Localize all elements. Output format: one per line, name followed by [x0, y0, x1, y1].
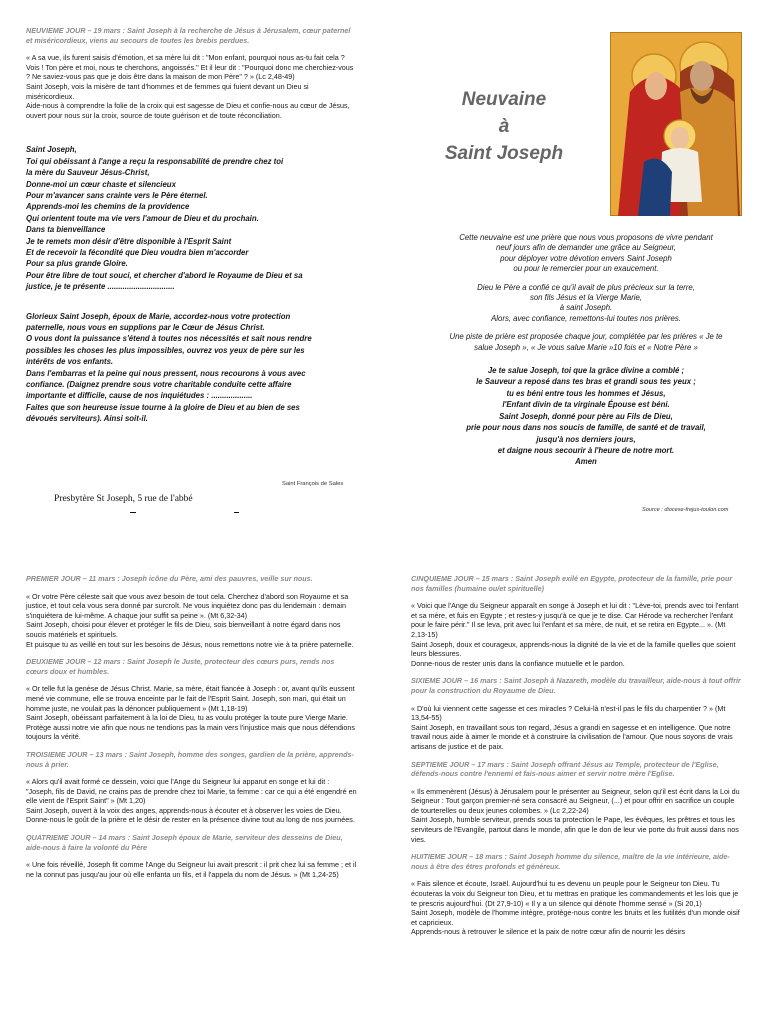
day4-header: QUATRIEME JOUR – 14 mars : Saint Joseph époux de Marie, serviteur des desseins de Dieu, aide-nous à faire la volonté du Père	[26, 833, 343, 852]
hail-joseph-prayer	[418, 365, 754, 468]
prayer-line: Pour être libre de tout souci, et chercher d'abord le Royaume de Dieu et sa	[26, 270, 303, 280]
bottom-right-column	[411, 574, 743, 937]
prayer-glorieux	[26, 311, 358, 425]
prayer-line: Qui orientent toute ma vie vers l'amour de Dieu et du prochain.	[26, 213, 259, 223]
underline-mark	[234, 512, 239, 513]
day6-paragraph: Saint Joseph, en travaillant sous ton regard, Jésus a grandi en sagesse et en intelligence. Que notre travail nous aide à aimer le monde et à construire la civilisation de l'amour. Que nous soyons de vrais artisans de justice et de paix.	[411, 722, 733, 751]
intro-line: neuf jours afin de demander une grâce au Seigneur,	[496, 243, 676, 253]
prayer-line: Dans ta bienveillance	[26, 225, 106, 235]
day3-paragraph: Saint Joseph, ouvert à la voix des anges, apprends-nous à écouter et à observer les voies de Dieu.	[26, 805, 342, 815]
underline-mark	[130, 512, 136, 513]
day6-header: SIXIEME JOUR – 16 mars : Saint Joseph à Nazareth, modèle du travailleur, aide-nous à tout offrir pour la construction du Royaume de Dieu.	[411, 676, 741, 695]
title-line: Saint Joseph	[444, 143, 564, 164]
day5-header: CINQUIEME JOUR – 15 mars : Saint Joseph exilé en Egypte, protecteur de la famille, prie pour nos familles (humaine ou/et spirituelle)	[411, 574, 733, 593]
day1-paragraph: « Or votre Père céleste sait que vous avez besoin de tout cela. Cherchez d'abord son Royaume et sa justice, et tout cela vous sera donné par surcroît. Ne vous inquiétez donc pas du lendemain : demain s'inquiétera de lui-même. A chaque jour suffit sa peine ». (Mt 6,32-34)	[26, 591, 349, 620]
bottom-left-column	[26, 574, 358, 879]
intro-line: Cette neuvaine est une prière que nous vous proposons de vivre pendant	[459, 233, 713, 242]
day1-paragraph: Saint Joseph, choisi pour élever et protéger le fils de Dieu, sois bienveillant à notre égard dans nos soucis matériels et spirituels.	[26, 620, 341, 639]
prayer-line: Je te remets mon désir d'être disponible à l'Esprit Saint	[26, 236, 232, 246]
day5-paragraph: Donne-nous de rester unis dans la confiance mutuelle et le pardon.	[411, 658, 625, 668]
intro-line: ou pour le remercier pour un exaucement.	[513, 264, 659, 274]
prayer-line: Pour m'avancer sans crainte vers le Père éternel.	[26, 190, 208, 200]
prayer-line: la mère du Sauveur Jésus-Christ,	[26, 168, 150, 178]
day3-header: TROISIEME JOUR – 13 mars : Saint Joseph, homme des songes, gardien de la prière, apprends-nous à prier.	[26, 749, 354, 769]
prayer-line: l'Enfant divin de ta virginale Épouse est béni.	[502, 400, 670, 410]
intro-line: son fils Jésus et la Vierge Marie,	[529, 293, 643, 303]
prayer-line: dévoués serviteurs). Ainsi soit-il.	[26, 414, 148, 424]
day7-paragraph: « Ils emmenèrent (Jésus) à Jérusalem pour le présenter au Seigneur, selon qu'il est écrit dans la Loi du Seigneur : Tout garçon premier-né sera consacré au Seigneur, (...) et pour offrir en sacrifice un couple de tourterelles ou deux jeunes colombes. » (Lc 2,22-24)	[411, 786, 740, 815]
day2-paragraph: « Or telle fut la genèse de Jésus Christ. Marie, sa mère, était fiancée à Joseph : or, avant qu'ils eussent mené vie commune, elle se trouva enceinte par le fait de l'Esprit Saint. Joseph, son mari, qui était un homme juste, ne voulait pas la dénoncer publiquement » (Mt 1,18-19)	[26, 684, 355, 713]
title-line: Neuvaine	[461, 89, 547, 110]
source-credit: Source : diocese-frejus-toulon.com	[642, 507, 729, 513]
day2-header: DEUXIEME JOUR – 12 mars : Saint Joseph le Juste, protecteur des cœurs purs, rends nos cœurs doux et humbles.	[26, 657, 335, 676]
prayer-line: prie pour nous dans nos soucis de famille, de santé et de travail,	[466, 423, 706, 433]
day9-paragraph: Saint Joseph, vois la misère de tant d'hommes et de femmes qui fuient devant un Dieu si miséricordieux.	[26, 81, 309, 101]
day9-text	[26, 53, 358, 120]
bottom-page	[0, 528, 768, 1024]
prayer-line: confiance. (Daignez prendre sous votre charitable conduite cette affaire	[26, 380, 292, 390]
intro2-paragraph	[418, 283, 754, 325]
day3-paragraph: « Alors qu'il avait formé ce dessein, voici que l'Ange du Seigneur lui apparut en songe et lui dit : "Joseph, fils de David, ne crains pas de prendre chez toi Marie, ta femme : car ce qui a été engendré en elle vient de l'Esprit Saint" » (Mt 1,20)	[26, 777, 357, 806]
intro-line: pour déployer votre dévotion envers Saint Joseph	[500, 253, 672, 263]
intro3-paragraph	[418, 332, 754, 353]
top-right-column	[418, 233, 754, 468]
intro-line: à saint Joseph.	[559, 303, 613, 313]
day2-paragraph: Protège aussi notre vie afin que nous ne tendions pas la main vers l'injustice mais que nous défendions toujours la vérité.	[26, 722, 356, 742]
intro-line: Une piste de prière est proposée chaque jour, complétée par les prières « Je te	[449, 332, 723, 342]
prayer-line: jusqu'à nos derniers jours,	[536, 434, 636, 444]
day9-paragraph: « A sa vue, ils furent saisis d'émotion, et sa mère lui dit : "Mon enfant, pourquoi nous as-tu fait cela ? Vois ! Ton père et moi, nous te cherchons, angoissés." Et il leur dit : "Pourquoi donc me cherchiez-vous ? Ne saviez-vous pas que je dois être dans la maison de mon Père" ? » (Lc 2,48-49)	[26, 53, 354, 82]
intro-line: Alors, avec confiance, remettons-lui toutes nos prières.	[491, 313, 681, 323]
prayer-line: Dans l'embarras et la peine qui nous pressent, nous recourons à vous avec	[26, 368, 306, 378]
prayer-line: le Sauveur a reposé dans tes bras et grandi sous tes yeux ;	[476, 377, 696, 387]
holy-family-icon	[610, 32, 742, 216]
prayer-line: Saint Joseph, donné pour père au Fils de Dieu,	[499, 411, 673, 421]
prayer-line: tu es béni entre tous les hommes et Jésus,	[506, 388, 666, 398]
day5-paragraph: Saint Joseph, doux et courageux, apprends-nous la dignité de la vie et de la famille quelles que soient leurs blessures.	[411, 639, 736, 659]
day9-header: NEUVIEME JOUR – 19 mars : Saint Joseph à la recherche de Jésus à Jérusalem, cœur paternel et miséricordieux, viens au secours de toutes les brebis perdues.	[26, 26, 351, 45]
prayer-line: paternelle, nous vous en supplions par le Cœur de Jésus Christ.	[26, 323, 265, 333]
prayer-line: Et de recevoir la fécondité que Dieu voudra bien m'accorder	[26, 248, 249, 257]
presbytere-address: Presbytère St Joseph, 5 rue de l'abbé	[54, 494, 193, 504]
prayer-line: Toi qui obéissant à l'ange a reçu la responsabilité de prendre chez toi	[26, 156, 284, 166]
day8-paragraph: « Fais silence et écoute, Israël. Aujourd'hui tu es devenu un peuple pour le Seigneur ton Dieu. Tu écouteras la voix du Seigneur ton Dieu, et tu mettras en pratique les commandements et les lois que je te prescris aujourd'hui. (Dt 27,9-10) « Il y a un silence qui dénote l'homme sensé » (Si 20,1)	[411, 879, 739, 908]
intro-line: Dieu le Père a confié ce qu'il avait de plus précieux sur la terre,	[477, 282, 695, 292]
day1-paragraph: Et puisque tu as veillé en tout sur les besoins de Jésus, nous remettons notre vie à ta prière paternelle.	[26, 639, 354, 649]
intro-line: salue Joseph », « Je vous salue Marie »10 fois et « Notre Père »	[474, 342, 698, 352]
prayer-line: et daigne nous secourir à l'heure de notre mort.	[497, 445, 675, 455]
day8-header: HUITIEME JOUR – 18 mars : Saint Joseph homme du silence, maître de la vie intérieure, aide-nous à être des êtres profonds et généreux.	[411, 852, 730, 871]
prayer-line: importante et difficile, cause de nos inquiétudes : ...................	[26, 391, 253, 401]
prayer-line: Faites que son heureuse issue tourne à la gloire de Dieu et au bien de ses	[26, 402, 300, 412]
prayer-line: Je te salue Joseph, toi que la grâce divine a comblé ;	[487, 366, 685, 376]
top-left-column	[26, 26, 358, 425]
prayer-line: Saint Joseph,	[26, 145, 77, 155]
prayer-line: Apprends-moi les chemins de la providence	[26, 202, 190, 212]
day2-paragraph: Saint Joseph, obéissant parfaitement à la loi de Dieu, tu as voulu protéger la toute pure Vierge Marie.	[26, 713, 348, 723]
intro-paragraph	[418, 233, 754, 275]
day7-header: SEPTIEME JOUR – 17 mars : Saint Joseph offrant Jésus au Temple, protecteur de l'Eglise, défends-nous contre l'ennemi et fais-nous aimer et servir notre mère l'Eglise.	[411, 759, 719, 779]
prayer-line: intérêts de vos enfants.	[26, 357, 114, 367]
prayer-line: possibles les choses les plus impossibles, ouvrez vos yeux de père sur les	[26, 345, 305, 355]
day5-paragraph: « Voici que l'Ange du Seigneur apparaît en songe à Joseph et lui dit : "Lève-toi, prends avec toi l'enfant et sa mère, et fuis en Egypte ; et restes-y jusqu'à ce que je te dise. Car Hérode va rechercher l'enfant pour le faire périr." Il se leva, prit avec lui l'enfant et sa mère, de nuit, et se retira en Egypte... ». (Mt 2,13-15)	[411, 601, 739, 639]
prayer-line: Glorieux Saint Joseph, époux de Marie, accordez-nous votre protection	[26, 311, 291, 321]
title-line: à	[498, 116, 510, 137]
prayer-line: O vous dont la puissance s'étend à toutes nos nécessités et sait nous rendre	[26, 334, 312, 344]
day3-paragraph: Donne-nous le goût de la prière et le désir de rester en la présence divine tout au long de nos journées.	[26, 815, 355, 825]
prayer-line: Amen	[575, 457, 597, 467]
day8-paragraph: Saint Joseph, modèle de l'homme intègre, protège-nous contre les bruits et les futilités d'un monde oisif et capricieux.	[411, 908, 740, 927]
day7-paragraph: Saint Joseph, humble serviteur, prends sous ta protection le Pape, les évêques, les prêtres et tous les serviteurs de l'Evangile, partout dans le monde, afin que le don de leur vie porte du fruit aussi dans nos vies.	[411, 815, 739, 844]
day1-header: PREMIER JOUR – 11 mars : Joseph icône du Père, ami des pauvres, veille sur nous.	[26, 574, 313, 583]
prayer-line: Donne-moi un cœur chaste et silencieux	[26, 179, 176, 189]
prayer-line: Pour sa plus grande Gloire.	[26, 259, 128, 269]
day6-paragraph: « D'où lui viennent cette sagesse et ces miracles ? Celui-là n'est-il pas le fils du charpentier ? » (Mt 13,54-55)	[411, 703, 726, 723]
day9-paragraph: Aide-nous à comprendre la folie de la croix qui est sagesse de Dieu et confie-nous au cœur de Jésus, ouvert pour nous sur la croix, source de toute guérison et de toute réconciliation.	[26, 101, 350, 120]
prayer-line: justice, je te présente ...............................	[26, 282, 175, 292]
signature: Saint François de Sales	[282, 481, 344, 487]
day8-paragraph: Apprends-nous à retrouver le silence et la paix de notre cœur afin de nourrir les désirs	[411, 927, 686, 937]
page-title	[424, 86, 584, 167]
day4-paragraph: « Une fois réveillé, Joseph fit comme l'Ange du Seigneur lui avait prescrit : il prit chez lui sa femme ; et il ne la connut pas jusqu'au jour où elle enfanta un fils, et il l'appela du nom de Jésus. » (Mt 1,24-25)	[26, 860, 357, 879]
prayer-saint-joseph	[26, 144, 358, 292]
